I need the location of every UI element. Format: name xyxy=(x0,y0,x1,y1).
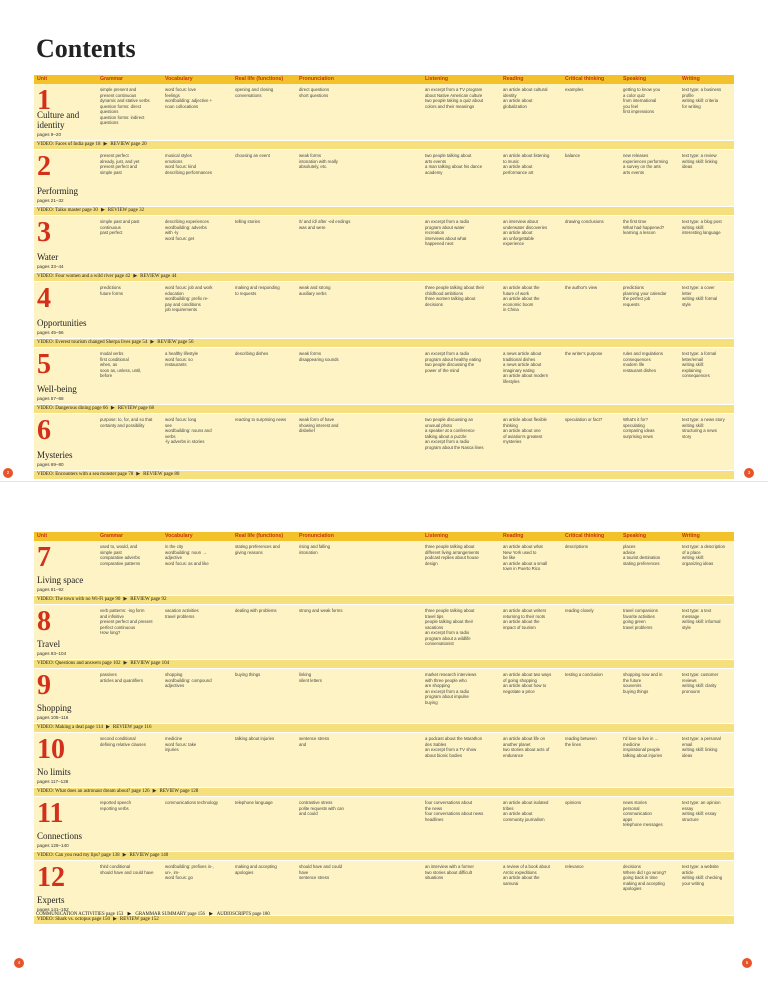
cell-pron: should have and could have sentence stress xyxy=(299,864,343,881)
cell-listen: an excerpt from a radio program about water recreation interviews about what happened next xyxy=(425,219,470,247)
unit-title: Performing xyxy=(37,186,78,196)
arrow-icon: ▶ xyxy=(106,725,110,730)
page-number-right: 3 xyxy=(744,468,754,478)
column-header: Reading xyxy=(503,533,524,539)
cell-read: an article about flexible thinking an article about one of aviation's greatest mysteries xyxy=(503,417,547,445)
page-title: Contents xyxy=(36,34,136,63)
video-link[interactable]: VIDEO: Dangerous dining page 66 xyxy=(37,406,108,411)
video-review-bar xyxy=(34,852,734,861)
unit-pages: pages 81–92 xyxy=(37,587,64,592)
footer-links: COMMUNICATION ACTIVITIES page 153 ▶ GRAMMAR SUMMARY page 156 ▶ AUDIOSCRIPTS page 180 xyxy=(36,912,270,917)
cell-speak: travel companions favorite activities going green travel problems xyxy=(623,608,658,630)
unit-number: 4 xyxy=(37,283,51,314)
unit-row xyxy=(34,797,734,852)
unit-pages: pages 129–140 xyxy=(37,843,69,848)
unit-pages: pages 105–116 xyxy=(37,715,69,720)
cell-crit: drawing conclusions xyxy=(565,219,604,224)
footer-audioscripts-link[interactable]: AUDIOSCRIPTS page 180 xyxy=(216,912,270,917)
table-header xyxy=(34,75,734,84)
contents-table-1 xyxy=(34,75,734,480)
page-divider xyxy=(0,481,768,482)
arrow-icon: ▶ xyxy=(150,340,155,345)
cell-write: text type: a website article writing skill: checking your writing xyxy=(682,864,723,886)
cell-read: an article about two ways of going shopping an article about how to negotiate a price xyxy=(503,672,552,694)
video-link[interactable]: VIDEO: The town with no Wi-Fi page 90 xyxy=(37,597,121,602)
video-review-bar xyxy=(34,471,734,480)
cell-crit: testing a conclusion xyxy=(565,672,603,677)
table-header xyxy=(34,532,734,541)
cell-grammar: reported speech reporting verbs xyxy=(100,800,132,811)
cell-grammar: verb patterns: -ing form and infinitive present perfect and present perfect continuous How long? xyxy=(100,608,153,636)
video-review-bar xyxy=(34,339,734,348)
unit-title: Mysteries xyxy=(37,450,73,460)
cell-write: text type: a personal email writing skill: linking ideas xyxy=(682,736,721,758)
unit-title: Travel xyxy=(37,639,61,649)
video-link[interactable]: VIDEO: Taiko master page 30 xyxy=(37,208,98,213)
cell-listen: two people discussing an unusual photo a speaker at a conference talking about a puzzle an excerpt from a radio program about the Nasca lines xyxy=(425,417,484,450)
cell-vocab: musical styles emotions word focus: kind describing performances xyxy=(165,153,213,175)
video-link[interactable]: VIDEO: Questions and answers page 102 xyxy=(37,661,121,666)
review-link[interactable]: REVIEW page 104 xyxy=(130,661,170,666)
unit-pages: pages 141–152 xyxy=(37,907,69,912)
cell-crit: speculation or fact? xyxy=(565,417,603,422)
cell-grammar: predictions future forms xyxy=(100,285,123,296)
cell-grammar: passives articles and quantifiers xyxy=(100,672,143,683)
cell-read: an article about writers returning to their roots an article about the impact of tourism xyxy=(503,608,547,630)
cell-read: an article about isolated tribes an article about community journalism xyxy=(503,800,549,822)
cell-write: text type: a business profile writing skill: criteria for writing xyxy=(682,87,722,109)
unit-number: 6 xyxy=(37,415,51,446)
cell-crit: balance xyxy=(565,153,581,158)
cell-crit: the writer's purpose xyxy=(565,351,603,356)
cell-vocab: communications technology xyxy=(165,800,219,805)
cell-grammar: third conditional should have and could have xyxy=(100,864,154,875)
cell-real: buying things xyxy=(235,672,261,677)
review-link[interactable]: REVIEW page 32 xyxy=(107,208,145,213)
unit-pages: pages 45–56 xyxy=(37,330,64,335)
cell-read: an interview about underwater discoveries an article about an unforgettable experience xyxy=(503,219,548,247)
unit-pages: pages 57–68 xyxy=(37,396,64,401)
cell-vocab: medicine word focus: take injuries xyxy=(165,736,197,753)
video-review-bar xyxy=(34,207,734,216)
cell-write: text type: a cover letter writing skill: formal style xyxy=(682,285,718,307)
unit-row xyxy=(34,733,734,788)
cell-listen: an interview with a former two stories about difficult situations xyxy=(425,864,474,881)
column-header: Listening xyxy=(425,533,449,539)
review-link[interactable]: REVIEW page 152 xyxy=(119,917,159,922)
video-review-bar xyxy=(34,916,734,925)
unit-number: 11 xyxy=(37,798,64,829)
page-number-left-bottom: 4 xyxy=(14,958,24,968)
video-link[interactable]: VIDEO: Four women and a wild river page 42 xyxy=(37,274,131,279)
unit-row xyxy=(34,605,734,660)
cell-pron: rising and falling intonation xyxy=(299,544,331,555)
review-link[interactable]: REVIEW page 68 xyxy=(117,406,154,411)
unit-title: Shopping xyxy=(37,703,72,713)
arrow-icon: ▶ xyxy=(122,853,127,858)
column-header: Vocabulary xyxy=(165,76,193,82)
cell-pron: weak forms intonation with really absolutely, etc. xyxy=(299,153,338,170)
cell-pron: weak and strong auxiliary verbs xyxy=(299,285,331,296)
unit-row xyxy=(34,541,734,596)
column-header: Real life (functions) xyxy=(235,76,284,82)
cell-speak: news stories personal communication apps telephone messages xyxy=(623,800,663,828)
review-link[interactable]: REVIEW page 116 xyxy=(112,725,152,730)
cell-grammar: simple past and past continuous past perfect xyxy=(100,219,140,236)
video-review-bar xyxy=(34,724,734,733)
unit-pages: pages 9–20 xyxy=(37,132,62,137)
video-review-bar xyxy=(34,405,734,414)
cell-crit: the author's view xyxy=(565,285,598,290)
cell-pron: /t/ and /d/ after -ed endings was and were xyxy=(299,219,351,230)
cell-read: a news article about traditional dishes a news article about imaginary eating an article about modern lifestyles xyxy=(503,351,549,384)
cell-read: a review of a book about Arctic expeditions an article about the samurai xyxy=(503,864,550,886)
unit-number: 10 xyxy=(37,734,65,765)
unit-number: 9 xyxy=(37,670,51,701)
cell-real: making and accepting apologies xyxy=(235,864,277,875)
cell-real: opening and closing conversations xyxy=(235,87,274,98)
cell-vocab: vacation activities travel problems xyxy=(165,608,199,619)
cell-pron: contrastive stress polite requests with can and could xyxy=(299,800,344,817)
cell-write: text type: a text message writing skill: informal style xyxy=(682,608,721,630)
unit-title: No limits xyxy=(37,767,71,777)
unit-pages: pages 69–80 xyxy=(37,462,64,467)
review-link[interactable]: REVIEW page 56 xyxy=(157,340,194,345)
cell-listen: three people talking about different living arrangements podcast replies about house design xyxy=(425,544,480,566)
cell-speak: decisions Where did I go wrong? going back in time making and accepting apologies xyxy=(623,864,667,892)
video-link[interactable]: VIDEO: Can you read my lips? page 138 xyxy=(37,853,120,858)
unit-title: Experts xyxy=(37,895,65,905)
arrow-icon: ▶ xyxy=(133,274,138,279)
column-header: Grammar xyxy=(100,533,124,539)
cell-pron: strong and weak forms xyxy=(299,608,343,613)
cell-grammar: present perfect already, just, and yet present perfect and simple past xyxy=(100,153,140,175)
cell-crit: reading between the lines xyxy=(565,736,597,747)
unit-pages: pages 21–32 xyxy=(37,198,64,203)
cell-read: an article about cultural identity an article about globalization xyxy=(503,87,548,109)
cell-speak: the first time What had happened? learning a lesson xyxy=(623,219,665,236)
cell-listen: market research interviews with three people who are shopping an excerpt from a radio program about impulse buying xyxy=(425,672,477,705)
unit-number: 7 xyxy=(37,542,51,573)
cell-crit: relevance xyxy=(565,864,584,869)
unit-row xyxy=(34,216,734,273)
cell-speak: rules and regulations consequences modern life restaurant dishes xyxy=(623,351,663,373)
arrow-icon: ▶ xyxy=(103,142,108,147)
cell-speak: places advice a tourist destination stating preferences xyxy=(623,544,661,566)
cell-grammar: second conditional defining relative clauses xyxy=(100,736,146,747)
arrow-icon: ▶ xyxy=(152,789,157,794)
video-link[interactable]: VIDEO: Making a deal page 114 xyxy=(37,725,104,730)
cell-speak: predictions planning your calendar the perfect job requests xyxy=(623,285,667,307)
cell-vocab: a healthy lifestyle word focus: so restaurants xyxy=(165,351,198,368)
cell-read: an article about life on another planet two stories about acts of endurance xyxy=(503,736,550,758)
cell-read: an article about listening to music an article about performance art xyxy=(503,153,550,175)
unit-number: 5 xyxy=(37,349,51,380)
unit-pages: pages 33–44 xyxy=(37,264,64,269)
video-review-bar xyxy=(34,660,734,669)
review-link[interactable]: REVIEW page 80 xyxy=(143,472,180,477)
cell-write: text type: a news story writing skill: structuring a news story xyxy=(682,417,725,439)
unit-number: 3 xyxy=(37,217,51,248)
cell-real: choosing an event xyxy=(235,153,270,158)
column-header: Speaking xyxy=(623,76,647,82)
cell-speak: new releases experiences performing a survey on the arts arts events xyxy=(623,153,668,175)
cell-real: telling stories xyxy=(235,219,261,224)
column-header: Unit xyxy=(37,76,48,82)
unit-title: Culture and identity xyxy=(37,110,80,131)
unit-row xyxy=(34,348,734,405)
review-link[interactable]: REVIEW page 128 xyxy=(159,789,199,794)
cell-speak: What's it for? speculating comparing ideas surprising news xyxy=(623,417,655,439)
column-header: Pronunciation xyxy=(299,76,334,82)
cell-pron: sentence stress and xyxy=(299,736,330,747)
cell-real: stating preferences and giving reasons xyxy=(235,544,280,555)
cell-grammar: purpose: to, for, and so that certainty and possibility xyxy=(100,417,153,428)
cell-listen: three people talking about travel tips people talking about their vacations an excerpt from a radio program about a wildlife conservationist xyxy=(425,608,475,647)
footer-grammar-link[interactable]: GRAMMAR SUMMARY page 156 xyxy=(135,912,205,917)
cell-crit: descriptions xyxy=(565,544,588,549)
video-review-bar xyxy=(34,141,734,150)
unit-row xyxy=(34,414,734,471)
video-link[interactable]: VIDEO: Everest tourism changed Sherpa lives page 54 xyxy=(37,340,148,345)
video-link[interactable]: VIDEO: Shark vs. octopus page 150 xyxy=(37,917,111,922)
unit-number: 8 xyxy=(37,606,51,637)
video-review-bar xyxy=(34,788,734,797)
cell-speak: getting to know you a color quiz from international you feel first impressions xyxy=(623,87,661,115)
column-header: Listening xyxy=(425,76,449,82)
cell-listen: two people talking about arts events a man talking about his dance academy xyxy=(425,153,483,175)
column-header: Critical thinking xyxy=(565,533,605,539)
cell-vocab: shopping wordbuilding: compound adjectives xyxy=(165,672,212,689)
cell-pron: weak forms disappearing sounds xyxy=(299,351,339,362)
column-header: Reading xyxy=(503,76,524,82)
page-number-right-bottom: 5 xyxy=(742,958,752,968)
cell-grammar: modal verbs first conditional when, as soon as, unless, until, before xyxy=(100,351,142,379)
cell-write: text type: an opinion essay writing skill: essay structure xyxy=(682,800,721,822)
cell-write: text type: a blog post writing skill: interesting language xyxy=(682,219,722,236)
cell-listen: a podcast about the Marathon des Sables an excerpt from a TV show about bionic bodies xyxy=(425,736,483,758)
cell-write: text type: a formal letter/email writing skill: explaining consequences xyxy=(682,351,717,379)
cell-speak: I'd love to live in ... medicine inspirational people talking about injuries xyxy=(623,736,663,758)
video-review-bar xyxy=(34,273,734,282)
unit-title: Opportunities xyxy=(37,318,87,328)
unit-row xyxy=(34,150,734,207)
cell-real: telephone language xyxy=(235,800,273,805)
unit-title: Living space xyxy=(37,575,84,585)
cell-pron: weak form of have showing interest and disbelief xyxy=(299,417,339,434)
cell-read: an article about what New York used to be like an article about a small town in Puerto Rico xyxy=(503,544,548,572)
column-header: Unit xyxy=(37,533,48,539)
cell-real: making and responding to requests xyxy=(235,285,280,296)
column-header: Writing xyxy=(682,533,700,539)
arrow-icon: ▶ xyxy=(136,472,141,477)
column-header: Vocabulary xyxy=(165,533,193,539)
cell-read: an article about the future of work an article about the economic boom in China xyxy=(503,285,540,313)
cell-real: reacting to surprising news xyxy=(235,417,287,422)
cell-listen: an excerpt from a TV program about Native American culture two people taking a quiz about colors and their meanings xyxy=(425,87,484,109)
cell-grammar: simple present and present continuous dynamic and stative verbs question forms: direct questions question forms: indirect questions xyxy=(100,87,150,126)
video-link[interactable]: VIDEO: Encounters with a sea monster page 78 xyxy=(37,472,134,477)
cell-vocab: word focus: love feelings wordbuilding: adjective + noun collocations xyxy=(165,87,213,109)
unit-row xyxy=(34,669,734,724)
column-header: Speaking xyxy=(623,533,647,539)
cell-vocab: describing experiences wordbuilding: adverbs with -ly word focus: get xyxy=(165,219,209,241)
column-header: Critical thinking xyxy=(565,76,605,82)
cell-vocab: wordbuilding: prefixes in-, un-, im- word focus: go xyxy=(165,864,214,881)
arrow-icon: ▶ xyxy=(110,406,115,411)
column-header: Writing xyxy=(682,76,700,82)
video-link[interactable]: VIDEO: What does an astronaut dream about? page 126 xyxy=(37,789,150,794)
unit-row xyxy=(34,282,734,339)
unit-row xyxy=(34,861,734,916)
unit-title: Well-being xyxy=(37,384,77,394)
unit-pages: pages 93–104 xyxy=(37,651,67,656)
cell-vocab: in the city wordbuilding: noun → adjective word focus: as and like xyxy=(165,544,209,566)
unit-title: Connections xyxy=(37,831,82,841)
cell-real: talking about injuries xyxy=(235,736,275,741)
arrow-icon: ▶ xyxy=(113,917,117,922)
cell-grammar: used to, would, and simple past comparative adverbs comparative patterns xyxy=(100,544,141,566)
video-review-bar xyxy=(34,596,734,605)
review-link[interactable]: REVIEW page 20 xyxy=(110,142,147,147)
cell-speak: shopping now and in the future souvenirs buying things xyxy=(623,672,663,694)
cell-crit: opinions xyxy=(565,800,582,805)
unit-number: 2 xyxy=(37,151,51,182)
cell-pron: direct questions short questions xyxy=(299,87,330,98)
review-link[interactable]: REVIEW page 44 xyxy=(140,274,177,279)
unit-pages: pages 117–128 xyxy=(37,779,69,784)
cell-crit: examples xyxy=(565,87,584,92)
cell-pron: linking silent letters xyxy=(299,672,322,683)
cell-vocab: word focus: job and work education wordbuilding: prefix re- pay and conditions job requirements xyxy=(165,285,213,313)
arrow-icon: ▶ xyxy=(123,597,128,602)
cell-listen: four conversations about the news four conversations about news headlines xyxy=(425,800,484,822)
cell-write: text type: a description of a place writing skill: organizing ideas xyxy=(682,544,725,566)
column-header: Pronunciation xyxy=(299,533,334,539)
footer-communication-link[interactable]: COMMUNICATION ACTIVITIES page 153 xyxy=(36,912,124,917)
unit-row xyxy=(34,84,734,141)
cell-real: dealing with problems xyxy=(235,608,277,613)
arrow-icon: ▶ xyxy=(100,208,105,213)
column-header: Real life (functions) xyxy=(235,533,284,539)
column-header: Grammar xyxy=(100,76,124,82)
cell-write: text type: a review writing skill: linking ideas xyxy=(682,153,718,170)
video-link[interactable]: VIDEO: Faces of India page 18 xyxy=(37,142,101,147)
arrow-icon: ▶ xyxy=(123,661,128,666)
cell-write: text type: customer reviews writing skill: clarity pronouns xyxy=(682,672,719,694)
review-link[interactable]: REVIEW page 140 xyxy=(129,853,169,858)
cell-real: describing dishes xyxy=(235,351,269,356)
review-link[interactable]: REVIEW page 92 xyxy=(130,597,167,602)
unit-number: 12 xyxy=(37,862,65,893)
cell-crit: reading closely xyxy=(565,608,594,613)
cell-listen: three people talking about their childhood ambitions three women talking about decisions xyxy=(425,285,485,307)
cell-listen: an excerpt from a radio program about healthy eating two people discussing the power of the mind xyxy=(425,351,481,373)
cell-vocab: word focus: long see wordbuilding: nouns and verbs -ly adverbs in stories xyxy=(165,417,212,445)
page-number-left: 2 xyxy=(3,468,13,478)
unit-number: 1 xyxy=(37,85,51,116)
unit-title: Water xyxy=(37,252,59,262)
contents-table-2 xyxy=(34,532,734,925)
